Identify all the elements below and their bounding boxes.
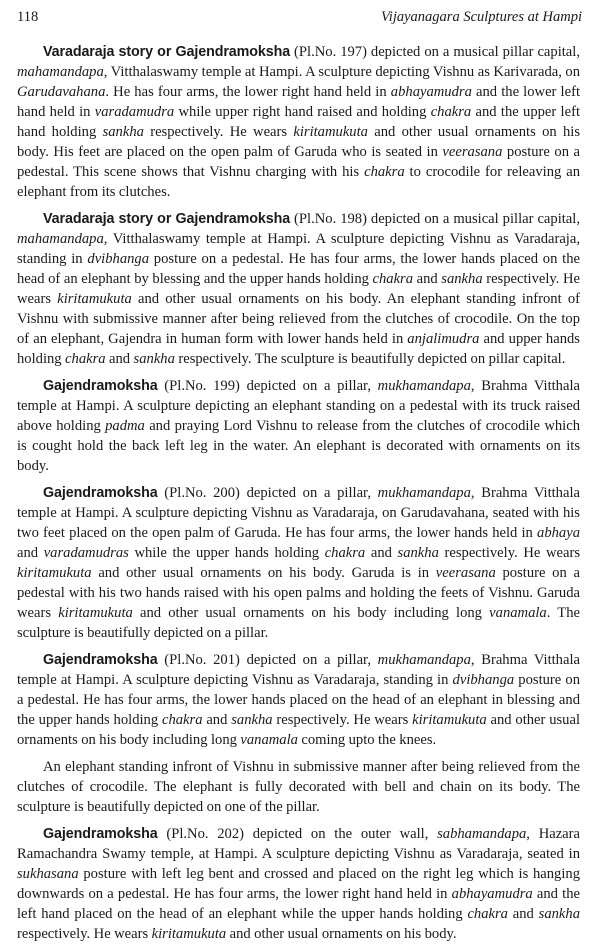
- text-run: respectively. He wears: [438, 545, 581, 561]
- text-run: respectively. He wears: [143, 124, 294, 140]
- text-run: . He has four arms, the lower right hand held in: [105, 84, 391, 100]
- text-run: and other usual ornaments on his body including long: [132, 605, 490, 621]
- text-run: (Pl.No. 202) depicted on the outer wall,: [157, 826, 438, 842]
- italic-term: mahamandapa: [17, 231, 104, 247]
- italic-term: sankha: [538, 906, 580, 922]
- text-run: and: [17, 545, 44, 561]
- paragraph: [17, 483, 580, 643]
- paragraph: [17, 757, 580, 817]
- text-run: (Pl.No. 199) depicted on a pillar,: [157, 378, 378, 394]
- italic-term: sankha: [102, 124, 144, 140]
- text-run: posture on a pedestal with his two hands raised with his open palms and holding the feets of Vishnu. Garuda wears: [17, 565, 580, 621]
- text-run: respectively. The sculpture is beautifully depicted on pillar capital.: [174, 351, 566, 367]
- text-run: and: [507, 906, 539, 922]
- italic-term: sankha: [133, 351, 175, 367]
- text-run: respectively. He wears: [272, 712, 413, 728]
- italic-term: veerasana: [442, 144, 503, 160]
- text-run: (Pl.No. 197) depicted on a musical pillar capital,: [290, 44, 580, 60]
- text-run: and: [202, 712, 232, 728]
- text-run: and the upper left hand holding: [17, 104, 580, 140]
- italic-term: kiritamukuta: [58, 605, 133, 621]
- page-number: 118: [17, 9, 39, 25]
- text-run: and the lower left hand held in: [17, 84, 580, 120]
- italic-term: sukhasana: [17, 866, 79, 882]
- text-run: (Pl.No. 201) depicted on a pillar,: [157, 652, 378, 668]
- text-run: respectively. He wears: [17, 271, 581, 307]
- italic-term: kiritamukuta: [293, 124, 368, 140]
- text-run: and other usual ornaments on his body. His feet are placed on the open palm of Garuda who is seated in: [17, 124, 581, 160]
- italic-term: dvibhanga: [87, 251, 150, 267]
- text-run: , Vitthalaswamy temple at Hampi. A sculpture depicting Vishnu as Karivarada, on: [103, 64, 580, 80]
- text-run: posture on a pedestal. This scene shows that Vishnu charging with his: [17, 144, 580, 180]
- text-run: An elephant standing infront of Vishnu in submissive manner after being relieved from the clutches of crocodile. The elephant is fully decorated with bell and chain on its body. The sculpture is beautifully depicted on one of the pillar.: [17, 759, 580, 815]
- italic-term: abhaya: [537, 525, 580, 541]
- text-run: to crocodile for releaving an elephant from its clutches.: [17, 164, 580, 200]
- paragraph: [17, 209, 580, 369]
- italic-term: vanamala: [489, 605, 547, 621]
- italic-term: varadamudra: [94, 104, 175, 120]
- italic-term: kiritamukuta: [151, 926, 227, 942]
- text-run: , Brahma Vitthala temple at Hampi. A sculpture depicting an elephant standing on a pedestal with its truck raised above holding: [17, 378, 580, 434]
- text-run: while upper right hand raised and holding: [174, 104, 431, 120]
- text-run: and praying Lord Vishnu to release from the clutches of crocodile which is cought hold the back left leg in the water. An elephant is decorated with ornaments on its body.: [17, 418, 580, 474]
- paragraph: [17, 42, 580, 202]
- heading-term: Gajendramoksha: [43, 826, 158, 842]
- heading-term: Gajendramoksha: [43, 485, 158, 501]
- text-run: , Brahma Vitthala temple at Hampi. A sculpture depicting Vishnu as Varadaraja, standing in: [17, 652, 580, 688]
- italic-term: sabhamandapa: [437, 826, 527, 842]
- italic-term: kiritamukuta: [17, 565, 92, 581]
- text-run: and other usual ornaments on his body.: [226, 926, 457, 942]
- italic-term: mukhamandapa: [377, 378, 471, 394]
- text-run: and upper hands holding: [17, 331, 580, 367]
- paragraph: [17, 824, 580, 944]
- text-run: posture with left leg bent and crossed and placed on the right leg which is hanging downwards on a pedestal. He has four arms, the lower right hand held in: [17, 866, 580, 902]
- italic-term: veerasana: [435, 565, 496, 581]
- text-run: and the left hand placed on the head of an elephant while the upper hands holding: [17, 886, 580, 922]
- text-run: (Pl.No. 198) depicted on a musical pillar capital,: [290, 211, 580, 227]
- text-run: and: [365, 545, 398, 561]
- italic-term: padma: [105, 418, 145, 434]
- italic-term: mukhamandapa: [377, 485, 471, 501]
- text-run: posture on a pedestal. He has four arms, the lower hands placed on the head of an elephant by blessing and the upper hands holding: [17, 251, 580, 287]
- italic-term: chakra: [65, 351, 106, 367]
- italic-term: anjalimudra: [407, 331, 480, 347]
- body-text: [17, 42, 580, 951]
- italic-term: varadamudras: [43, 545, 129, 561]
- text-run: . The sculpture is beautifully depicted on a pillar.: [17, 605, 580, 641]
- text-run: (Pl.No. 200) depicted on a pillar,: [157, 485, 378, 501]
- italic-term: sankha: [397, 545, 439, 561]
- italic-term: chakra: [372, 271, 414, 287]
- text-run: coming upto the knees.: [297, 732, 437, 748]
- italic-term: chakra: [324, 545, 366, 561]
- italic-term: mukhamandapa: [377, 652, 471, 668]
- italic-term: chakra: [161, 712, 203, 728]
- text-run: , Hazara Ramachandra Swamy temple, at Hampi. A sculpture depicting Vishnu as Varadaraja, seated in: [17, 826, 580, 862]
- text-run: , Brahma Vitthala temple at Hampi. A sculpture depicting Vishnu as Varadaraja, on Garudavahana, seated with his two feet placed on the open palm of Garuda. He has four arms, the lower hands held in: [17, 485, 580, 541]
- paragraph: [17, 650, 580, 750]
- text-run: and other usual ornaments on his body. An elephant standing infront of Vishnu with submissive manner after being relieved from the clutches of crocodile. On the top of an elephant, Gajendra in human form with lower hands held in: [17, 291, 580, 347]
- italic-term: abhayamudra: [451, 886, 533, 902]
- italic-term: abhayamudra: [390, 84, 472, 100]
- italic-term: vanamala: [240, 732, 298, 748]
- heading-term: Gajendramoksha: [43, 652, 158, 668]
- page-header: [17, 9, 582, 29]
- text-run: respectively. He wears: [17, 926, 152, 942]
- italic-term: sankha: [441, 271, 483, 287]
- text-run: posture on a pedestal. He has four arms, the lower hands placed on the head of an elephant in blessing and the upper hands holding: [17, 672, 580, 728]
- italic-term: kiritamukuta: [412, 712, 487, 728]
- running-head: Vijayanagara Sculptures at Hampi: [381, 9, 582, 25]
- heading-term: Gajendramoksha: [43, 378, 158, 394]
- italic-term: chakra: [467, 906, 508, 922]
- text-run: while the upper hands holding: [128, 545, 325, 561]
- paragraph: [17, 376, 580, 476]
- italic-term: chakra: [364, 164, 405, 180]
- heading-term: Varadaraja story or Gajendramoksha: [43, 211, 291, 227]
- text-run: and other usual ornaments on his body including long: [17, 712, 581, 748]
- italic-term: chakra: [430, 104, 472, 120]
- italic-term: dvibhanga: [452, 672, 515, 688]
- italic-term: sankha: [231, 712, 273, 728]
- italic-term: mahamandapa: [17, 64, 104, 80]
- text-run: and other usual ornaments on his body. Garuda is in: [91, 565, 436, 581]
- italic-term: kiritamukuta: [57, 291, 132, 307]
- text-run: and: [105, 351, 134, 367]
- heading-term: Varadaraja story or Gajendramoksha: [43, 44, 291, 60]
- italic-term: Garudavahana: [17, 84, 106, 100]
- text-run: and: [413, 271, 442, 287]
- text-run: , Vitthalaswamy temple at Hampi. A sculpture depicting Vishnu as Varadaraja, standing in: [17, 231, 580, 267]
